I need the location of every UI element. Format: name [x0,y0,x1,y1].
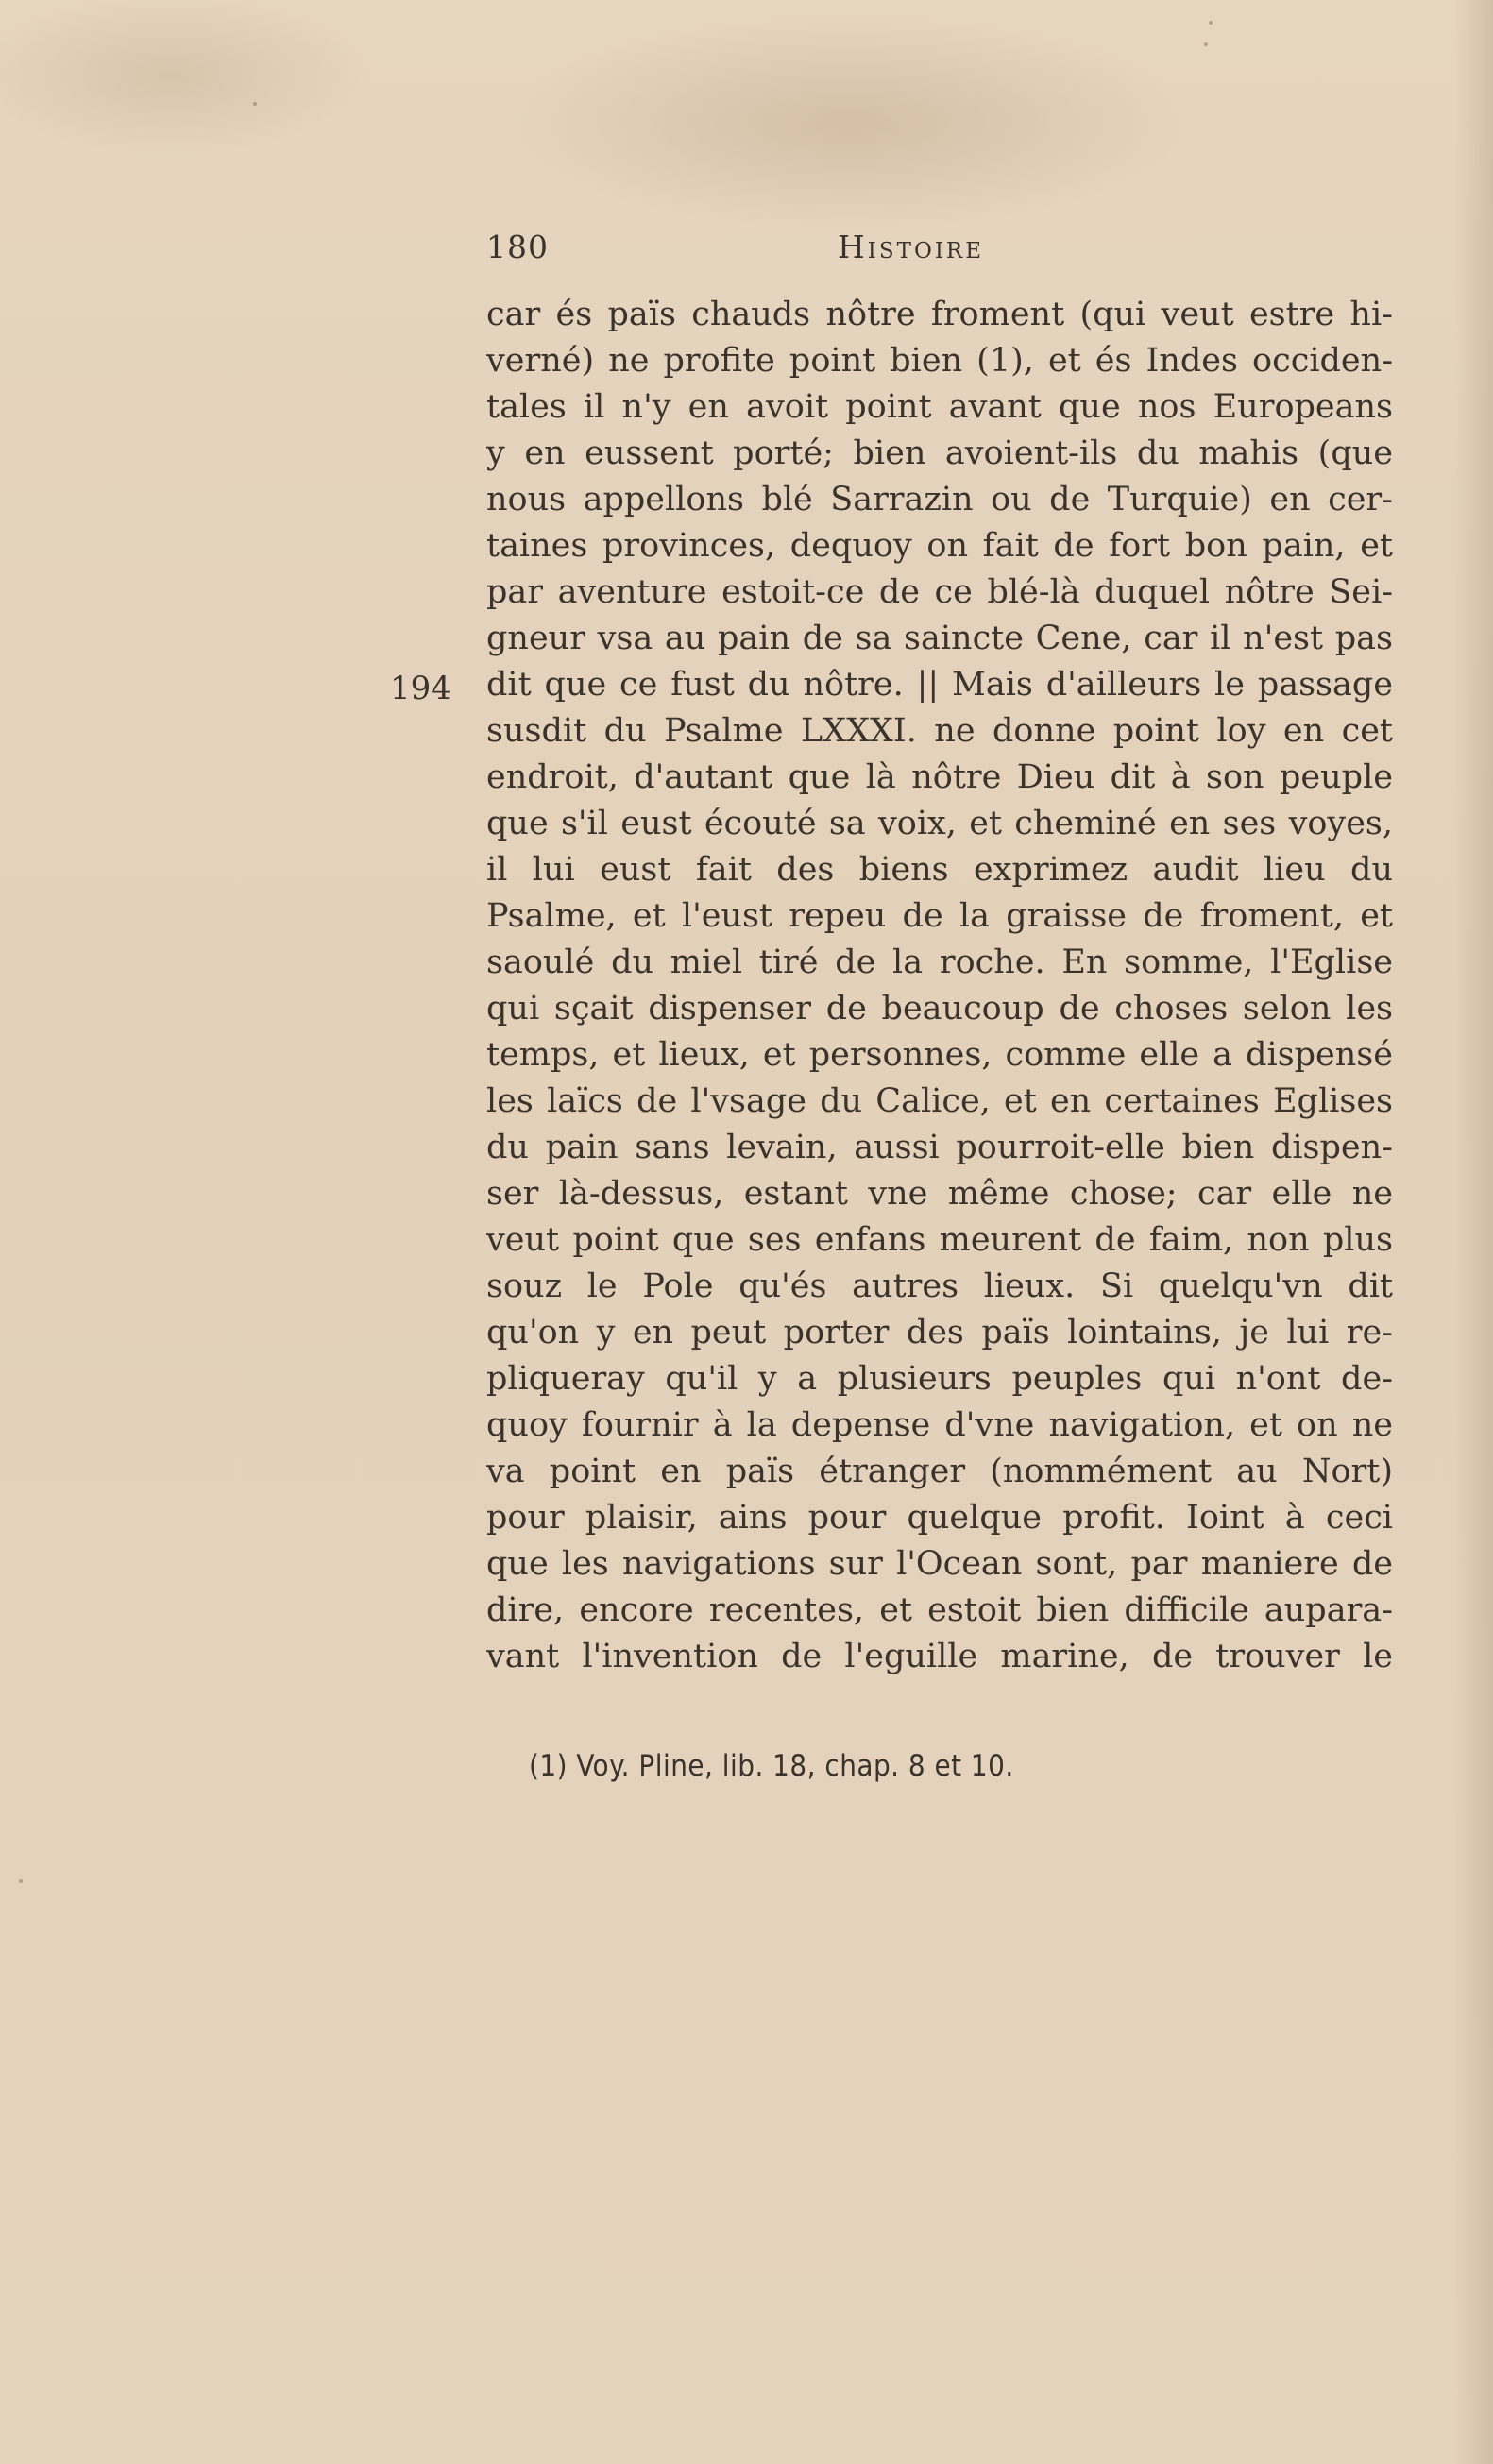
text-line: gneur vsa au pain de sa saincte Cene, car il n'est pas [486,620,1393,657]
running-title: Histoire [838,229,985,265]
text-line: dire, encore recentes, et estoit bien difficile aupara- [486,1591,1393,1629]
body-text [486,292,1393,1680]
text-line: les laïcs de l'vsage du Calice, et en certaines Eglises [486,1082,1393,1120]
text-line: ser là-dessus, estant vne même chose; car elle ne [486,1175,1393,1213]
footnote: (1) Voy. Pline, lib. 18, chap. 8 et 10. [529,1749,1014,1783]
text-line: car és païs chauds nôtre froment (qui veut estre hi- [486,296,1393,333]
page-number: 180 [486,229,549,265]
paper-speck [19,1879,23,1883]
paper-speck [253,102,257,106]
text-line: que s'il eust écouté sa voix, et cheminé en ses voyes, [486,805,1393,842]
text-line: du pain sans levain, aussi pourroit-elle bien dispen- [486,1129,1393,1166]
text-line: endroit, d'autant que là nôtre Dieu dit à son peuple [486,758,1393,796]
text-line: susdit du Psalme LXXXI. ne donne point loy en cet [486,712,1393,750]
text-line: quoy fournir à la depense d'vne navigation, et on ne [486,1406,1393,1444]
text-line: qui sçait dispenser de beaucoup de choses selon les [486,990,1393,1028]
text-line: tales il n'y en avoit point avant que nos Europeans [486,388,1393,426]
text-line: qu'on y en peut porter des païs lointains, je lui re- [486,1314,1393,1351]
margin-page-reference: 194 [390,670,451,707]
text-line: saoulé du miel tiré de la roche. En somme, l'Eglise [486,943,1393,981]
text-line: que les navigations sur l'Ocean sont, par maniere de [486,1545,1393,1583]
text-line: taines provinces, dequoy on fait de fort bon pain, et [486,527,1393,565]
text-line: va point en païs étranger (nommément au Nort) [486,1453,1393,1490]
text-line: dit que ce fust du nôtre. || Mais d'ailleurs le passage [486,666,1393,704]
text-line: souz le Pole qu'és autres lieux. Si quelqu'vn dit [486,1267,1393,1305]
text-line: veut point que ses enfans meurent de faim, non plus [486,1221,1393,1259]
text-line: pour plaisir, ains pour quelque profit. Ioint à ceci [486,1499,1393,1537]
text-line: il lui eust fait des biens exprimez audit lieu du [486,851,1393,889]
text-line: Psalme, et l'eust repeu de la graisse de froment, et [486,897,1393,935]
text-line: vant l'invention de l'eguille marine, de trouver le [486,1638,1393,1675]
text-line: par aventure estoit-ce de ce blé-là duquel nôtre Sei- [486,573,1393,611]
text-line: pliqueray qu'il y a plusieurs peuples qui n'ont de- [486,1360,1393,1398]
text-line: verné) ne profite point bien (1), et és Indes occiden- [486,342,1393,380]
paper-speck [1204,42,1208,46]
paper-speck [1209,21,1213,25]
text-line: nous appellons blé Sarrazin ou de Turquie) en cer- [486,481,1393,518]
text-line: y en eussent porté; bien avoient-ils du mahis (que [486,434,1393,472]
text-line: temps, et lieux, et personnes, comme elle a dispensé [486,1036,1393,1074]
page-header [486,229,1025,266]
